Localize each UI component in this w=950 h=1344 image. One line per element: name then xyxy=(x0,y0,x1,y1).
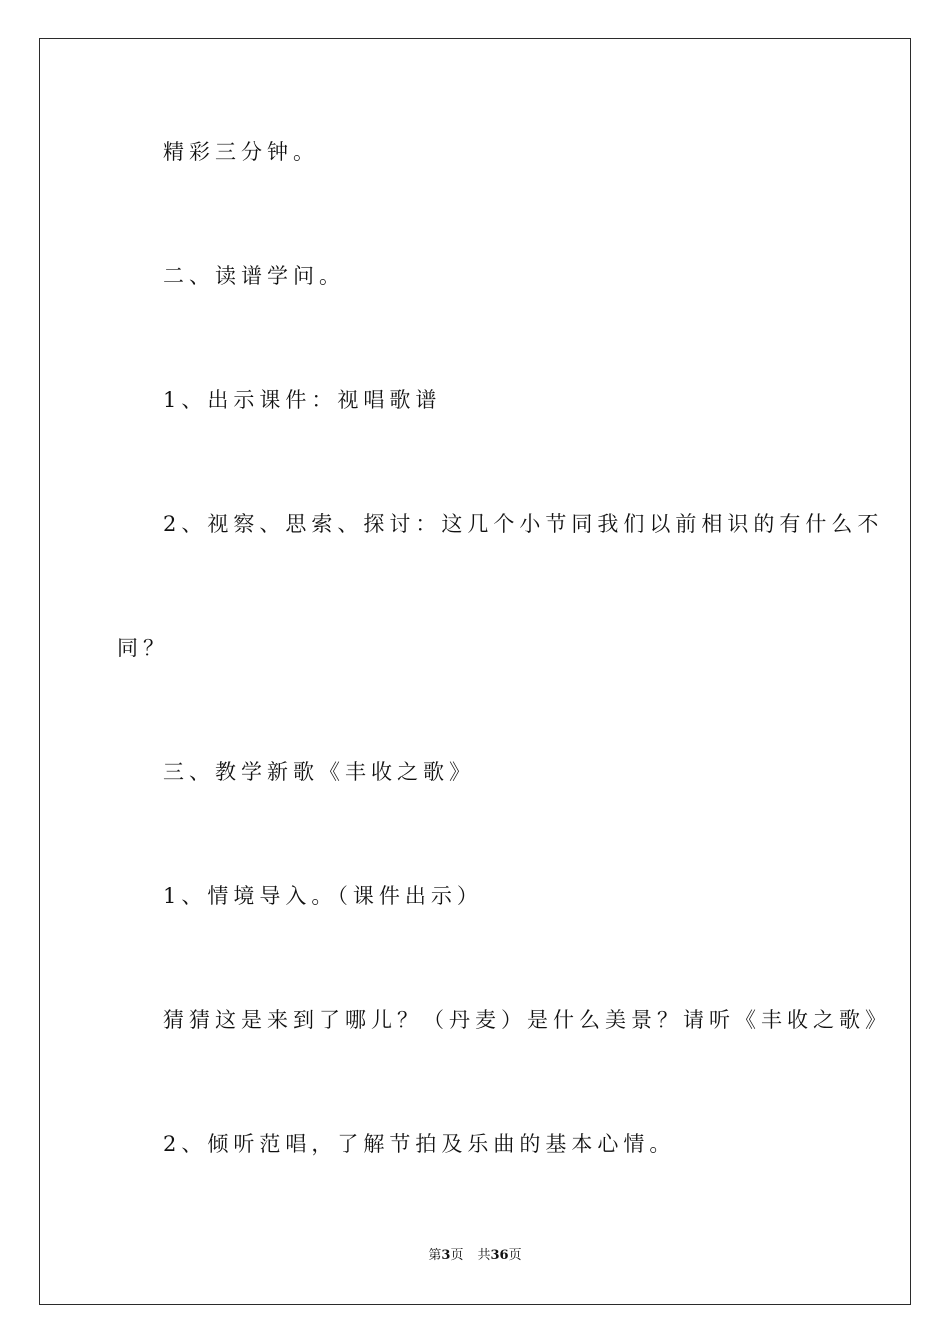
footer-page-suffix: 页 xyxy=(450,1248,464,1263)
footer-total-pages: 36 xyxy=(490,1248,509,1263)
paragraph-3: 1、出示课件：视唱歌谱 xyxy=(163,388,442,412)
paragraph-6: 1、情境导入。（课件出示） xyxy=(163,884,483,908)
paragraph-7: 猜猜这是来到了哪儿？（丹麦）是什么美景？请听《丰收之歌》 xyxy=(163,1008,891,1032)
page-footer xyxy=(0,1247,950,1265)
footer-page-number: 3 xyxy=(441,1248,451,1263)
page-border xyxy=(39,38,911,1305)
paragraph-2: 二、读谱学问。 xyxy=(163,264,345,288)
paragraph-4-continuation: 同？ xyxy=(117,636,169,660)
footer-total-prefix: 共 xyxy=(477,1248,491,1263)
paragraph-4: 2、视察、思索、探讨：这几个小节同我们以前相识的有什么不 xyxy=(163,512,884,536)
paragraph-8: 2、倾听范唱，了解节拍及乐曲的基本心情。 xyxy=(163,1132,676,1156)
footer-page-prefix: 第 xyxy=(428,1248,442,1263)
footer-total-suffix: 页 xyxy=(508,1248,522,1263)
paragraph-1: 精彩三分钟。 xyxy=(163,140,319,164)
paragraph-5: 三、教学新歌《丰收之歌》 xyxy=(163,760,475,784)
